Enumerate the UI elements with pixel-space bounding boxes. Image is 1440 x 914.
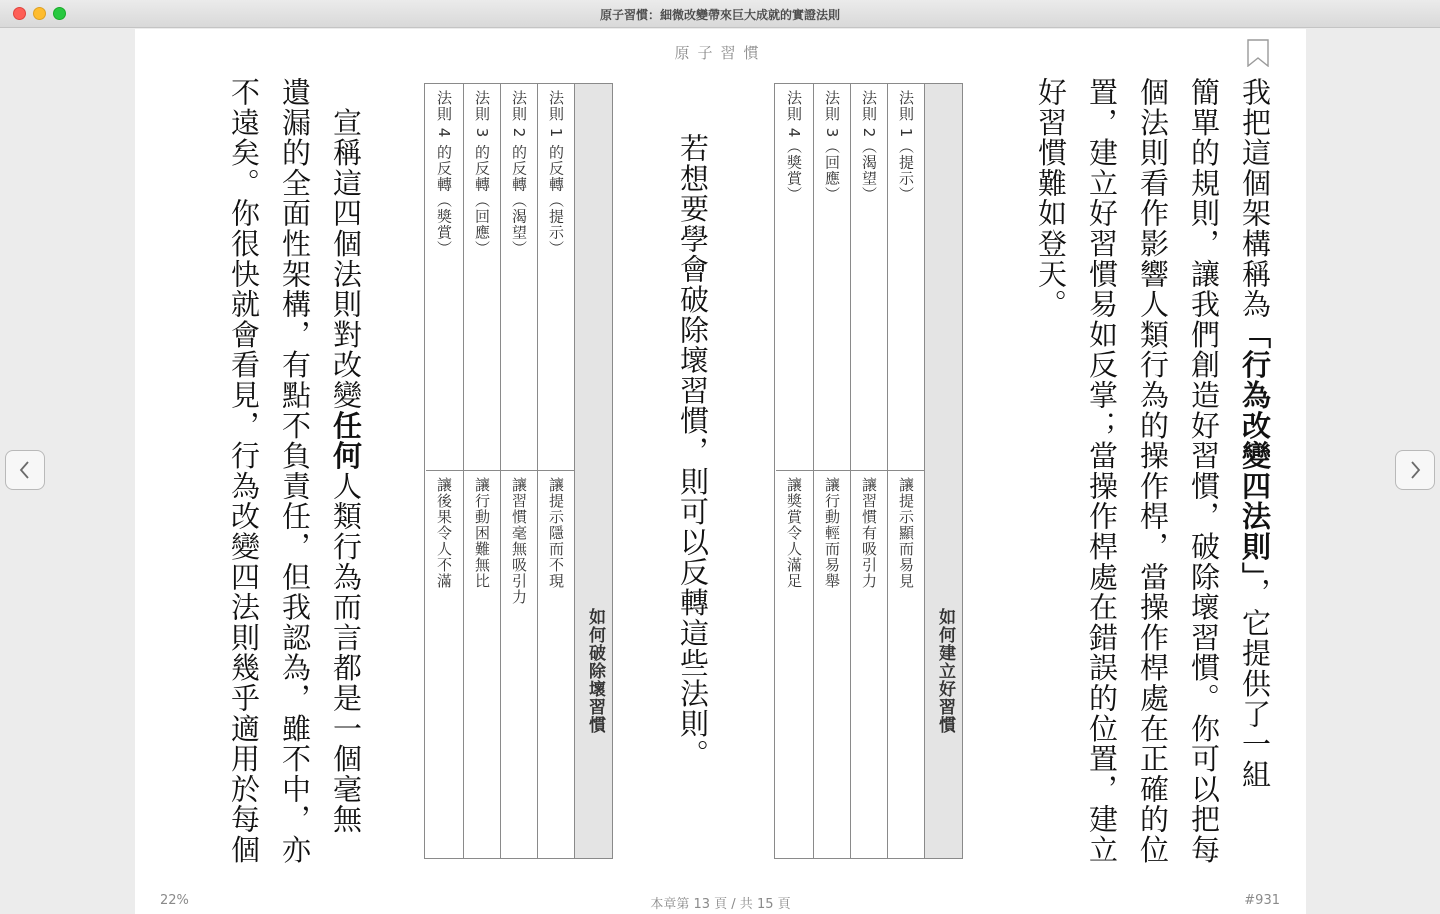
text-run: 好習慣難如登天。 bbox=[1034, 77, 1068, 320]
table-header-label: 如何破除壞習慣 bbox=[585, 608, 605, 734]
action-cell: 讓後果令人不滿 bbox=[435, 477, 453, 589]
next-page-button[interactable] bbox=[1395, 450, 1435, 490]
table-row bbox=[537, 84, 574, 858]
chapter-page-indicator: 本章第 13 頁 / 共 15 頁 bbox=[650, 897, 791, 912]
law-cell: 法則 3 的反轉（回應） bbox=[473, 90, 491, 257]
text-run: 簡單的規則，讓我們創造好習慣，破除壞習慣。你可以把每 bbox=[1187, 77, 1221, 865]
title-bar bbox=[0, 0, 1440, 28]
previous-page-button[interactable] bbox=[5, 450, 45, 490]
bold-term: 「行為改變四法則」 bbox=[1238, 319, 1272, 578]
bold-term: 任何 bbox=[329, 410, 363, 471]
table-build-good-habits bbox=[774, 83, 963, 859]
table-header bbox=[924, 84, 962, 858]
law-cell: 法則 4 的反轉（獎賞） bbox=[435, 90, 453, 257]
text-run: 若想要學會破除壞習慣，則可以反轉這些法則。 bbox=[676, 133, 710, 770]
law-cell: 法則 3（回應） bbox=[823, 90, 841, 203]
text-run: 個法則看作影響人類行為的操作桿，當操作桿處在正確的位 bbox=[1136, 77, 1170, 865]
paragraph-column bbox=[269, 77, 320, 877]
running-head: 原子習慣 bbox=[674, 44, 767, 62]
action-cell: 讓習慣有吸引力 bbox=[860, 477, 878, 589]
table-row bbox=[463, 84, 500, 858]
action-cell: 讓行動輕而易舉 bbox=[823, 477, 841, 589]
paragraph-column bbox=[1025, 77, 1076, 877]
middle-sentence bbox=[667, 133, 718, 914]
action-cell: 讓行動困難無比 bbox=[473, 477, 491, 589]
text-run: 我把這個架構稱為 bbox=[1238, 77, 1272, 320]
law-cell: 法則 2（渴望） bbox=[860, 90, 878, 203]
law-cell: 法則 4（獎賞） bbox=[785, 90, 803, 203]
law-cell: 法則 1（提示） bbox=[897, 90, 915, 203]
text-run: ，它提供了一組 bbox=[1238, 577, 1272, 790]
window-title: 原子習慣：細微改變帶來巨大成就的實證法則 bbox=[599, 8, 840, 22]
paragraph-column bbox=[1178, 77, 1229, 877]
table-header bbox=[574, 84, 612, 858]
paragraph-column bbox=[218, 77, 269, 877]
text-run: 不遠矣。你很快就會看見，行為改變四法則幾乎適用於每個 bbox=[227, 77, 261, 865]
action-cell: 讓提示顯而易見 bbox=[897, 477, 915, 589]
chevron-right-icon bbox=[1407, 459, 1423, 481]
action-cell: 讓獎賞令人滿足 bbox=[785, 477, 803, 589]
table-row bbox=[426, 84, 463, 858]
reading-progress: 22% bbox=[160, 893, 189, 908]
law-cell: 法則 2 的反轉（渴望） bbox=[510, 90, 528, 257]
chevron-left-icon bbox=[17, 459, 33, 481]
paragraph-column bbox=[1229, 77, 1280, 877]
text-run: 人類行為而言都是一個毫無 bbox=[329, 470, 363, 835]
paragraph-column bbox=[320, 77, 371, 877]
location-indicator: #931 bbox=[1244, 893, 1280, 908]
table-break-bad-habits bbox=[424, 83, 613, 859]
bookmark-icon[interactable] bbox=[1247, 39, 1269, 67]
table-row bbox=[850, 84, 887, 858]
table-row bbox=[813, 84, 850, 858]
paragraph-column bbox=[1076, 77, 1127, 877]
book-page bbox=[135, 29, 1306, 914]
action-cell: 讓習慣毫無吸引力 bbox=[510, 477, 528, 605]
table-row bbox=[500, 84, 537, 858]
text-run: 宣稱這四個法則對改變 bbox=[329, 77, 363, 411]
action-cell: 讓提示隱而不現 bbox=[547, 477, 565, 589]
text-run: 置，建立好習慣易如反掌；當操作桿處在錯誤的位置，建立 bbox=[1085, 77, 1119, 865]
paragraph-column bbox=[1127, 77, 1178, 877]
law-cell: 法則 1 的反轉（提示） bbox=[547, 90, 565, 257]
table-row bbox=[776, 84, 813, 858]
table-row bbox=[887, 84, 924, 858]
table-header-label: 如何建立好習慣 bbox=[935, 608, 955, 734]
text-run: 遺漏的全面性架構，有點不負責任，但我認為，雖不中，亦 bbox=[278, 77, 312, 865]
